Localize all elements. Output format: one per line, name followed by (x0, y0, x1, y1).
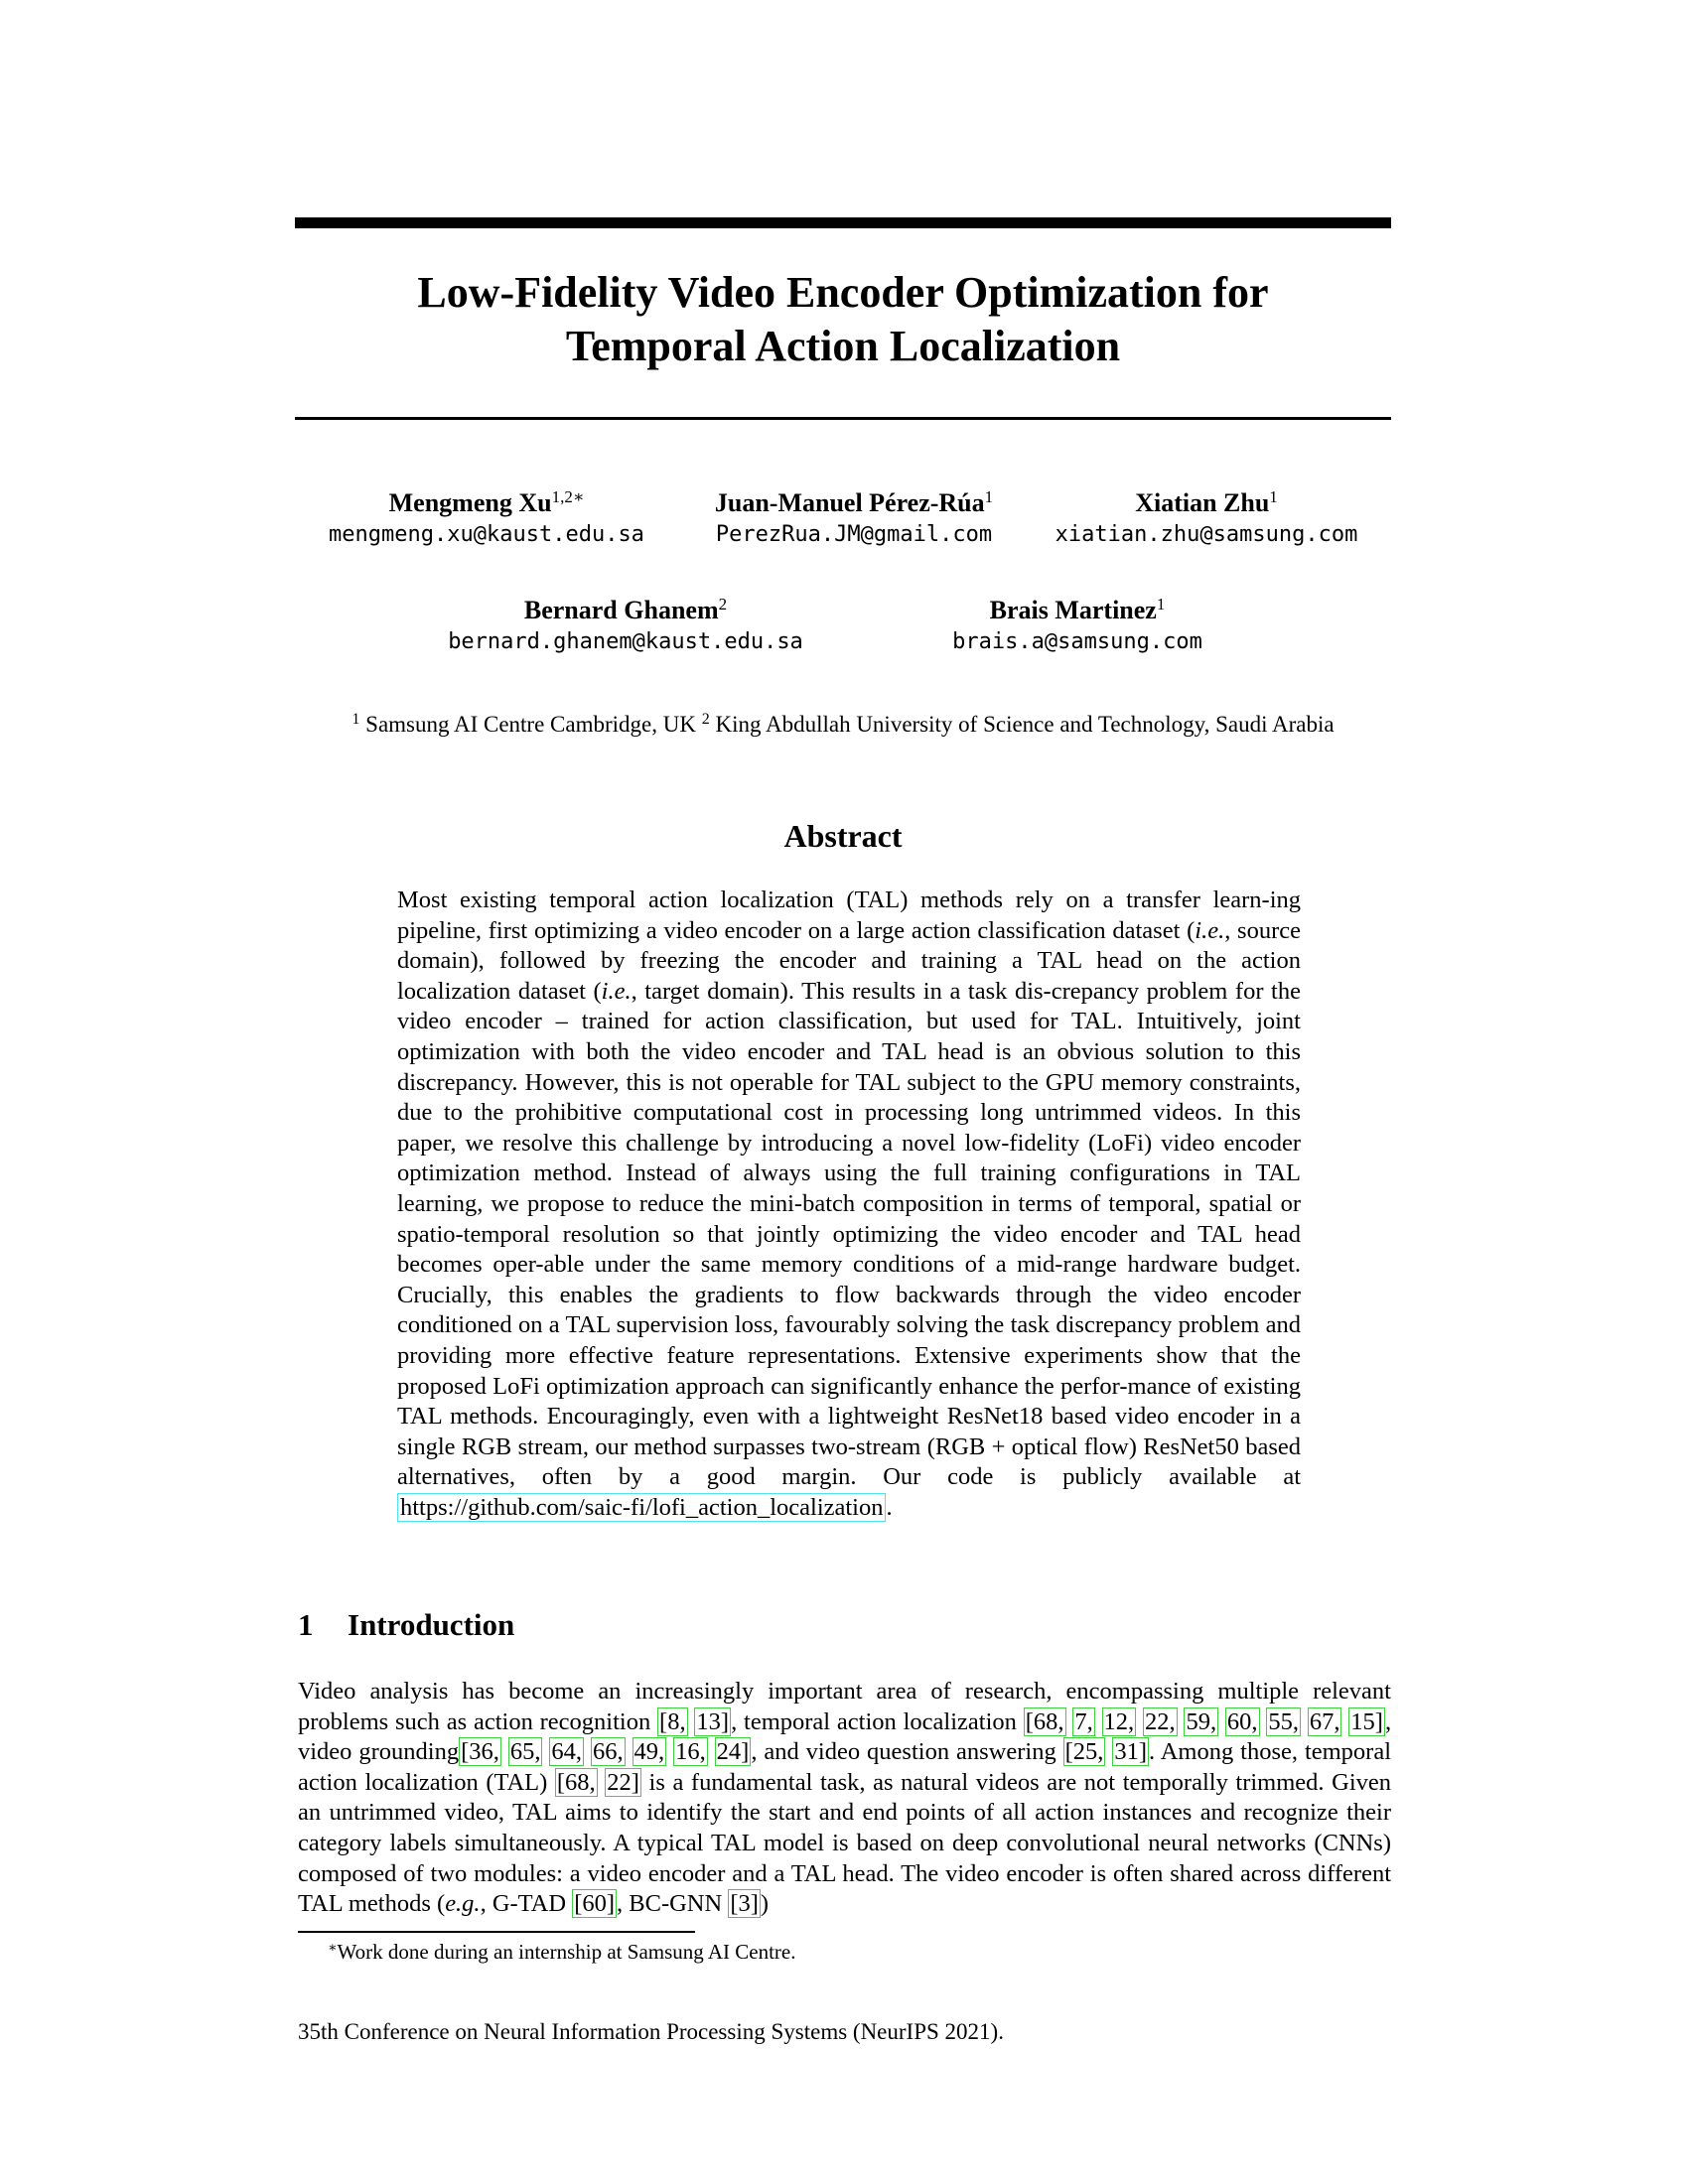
intro-text: , BC-GNN (617, 1890, 729, 1918)
abstract-text: , source domain), followed by freezing the encoder and training a TAL head on the action localization dataset ( (397, 916, 1301, 1005)
abstract-text: Most existing temporal action localization (TAL) methods rely on a transfer learn-ing pipeline, first optimizing a video encoder on a large action classification dataset ( (397, 887, 1301, 944)
abstract-heading: Abstract (783, 818, 903, 854)
affiliation-mark: 2 (701, 711, 710, 728)
author-name: Xiatian Zhu (1135, 488, 1270, 517)
citation-link[interactable]: [25, (1064, 1738, 1104, 1766)
citation-link[interactable]: [60] (574, 1890, 616, 1918)
author-email: mengmeng.xu@kaust.edu.sa (329, 522, 644, 547)
section-number: 1 (298, 1607, 314, 1642)
author-email: brais.a@samsung.com (952, 629, 1202, 654)
introduction-body (298, 1677, 1391, 1920)
citation-link[interactable]: 65, (509, 1738, 541, 1766)
citation-link[interactable]: 7, (1074, 1707, 1093, 1735)
citation-link[interactable]: [8, (659, 1707, 686, 1735)
citation-link[interactable]: 13] (696, 1707, 730, 1735)
author-affiliation-mark: 1 (1269, 487, 1278, 506)
citation-link[interactable]: 16, (675, 1738, 706, 1766)
title-line-2: Temporal Action Localization (565, 322, 1121, 370)
abstract-body (397, 886, 1301, 1523)
abstract-text: . (886, 1493, 893, 1521)
author-block (1033, 486, 1380, 550)
author-block (417, 594, 834, 657)
author-affiliation-mark: 1 (984, 487, 994, 506)
author-email: PerezRua.JM@gmail.com (715, 522, 993, 547)
author-name: Mengmeng Xu (388, 488, 552, 517)
citation-link[interactable]: 67, (1309, 1707, 1340, 1735)
abstract-text: , target domain). This results in a task dis-crepancy problem for the video encoder – trained for action classification, but used for TAL. Intuitively, joint optimization with both the video encoder and TAL head is an obvious solution to this discrepancy. However, this is not operable for TAL subject to the GPU memory constraints, due to the prohibitive computational cost in processing long untrimmed videos. In this paper, we resolve this challenge by introducing a novel low-fidelity (LoFi) video encoder optimization method. Instead of always using the full training configurations in TAL learning, we propose to reduce the mini-batch composition in terms of temporal, spatial or spatio-temporal resolution so that jointly optimizing the video encoder and TAL head becomes oper-able under the same memory conditions of a mid-range hardware budget. Crucially, this enables the gradients to flow backwards through the video encoder conditioned on a TAL supervision loss, favourably solving the task discrepancy problem and providing more effective feature representations. Extensive experiments show that the proposed LoFi optimization approach can significantly enhance the perfor-mance of existing TAL methods. Encouragingly, even with a lightweight ResNet18 based video encoder in a single RGB stream, our method surpasses two-stream (RGB + optical flow) ResNet50 based alternatives, often by a good margin. Our code is publicly available at (397, 977, 1301, 1491)
citation-link[interactable]: 12, (1103, 1707, 1135, 1735)
author-affiliation-mark: 1 (1156, 595, 1166, 614)
citation-link[interactable]: 22, (1145, 1707, 1176, 1735)
intro-text: , G-TAD (480, 1890, 573, 1918)
author-block (685, 486, 1023, 550)
citation-link[interactable]: [3] (730, 1890, 759, 1918)
affiliation-text: Samsung AI Centre Cambridge, UK (365, 712, 696, 737)
intro-text: Video analysis has become an increasingly important area of research, encompassing multiple relevant problems such as action recognition (298, 1678, 1391, 1735)
citation-link[interactable]: 60, (1226, 1707, 1258, 1735)
citation-link[interactable]: [68, (1025, 1707, 1064, 1735)
citation-link[interactable]: 15] (1350, 1707, 1383, 1735)
intro-text: , and video question answering (751, 1738, 1063, 1766)
citation-link[interactable]: 64, (551, 1738, 583, 1766)
citation-link[interactable]: 59, (1186, 1707, 1217, 1735)
section-heading (298, 1605, 514, 1645)
code-link[interactable]: https://github.com/saic-fi/lofi_action_localization (397, 1493, 886, 1522)
intro-text: , temporal action localization (731, 1707, 1024, 1735)
author-name: Juan-Manuel Pérez-Rúa (714, 488, 985, 517)
citation-link[interactable]: 24] (716, 1738, 750, 1766)
citation-link[interactable]: 66, (592, 1738, 624, 1766)
footnote (328, 1938, 796, 1966)
title-bottom-rule (295, 417, 1391, 420)
citation-link[interactable]: [68, (556, 1768, 596, 1796)
footnote-mark: ∗ (328, 1941, 338, 1956)
intro-text: ) (760, 1890, 770, 1918)
title-top-rule (295, 217, 1391, 228)
venue-line: 35th Conference on Neural Information Processing Systems (NeurIPS 2021). (298, 2019, 1004, 2044)
author-email: xiatian.zhu@samsung.com (1055, 522, 1358, 547)
citation-link[interactable]: 49, (633, 1738, 665, 1766)
affiliations (295, 710, 1391, 740)
author-name: Brais Martinez (989, 596, 1157, 624)
footnote-rule (298, 1931, 695, 1933)
intro-text: . Among those, temporal action localization (TAL) (298, 1738, 1392, 1796)
citation-link[interactable]: [36, (461, 1738, 499, 1766)
author-name: Bernard Ghanem (523, 596, 719, 624)
author-affiliation-mark: 2 (718, 595, 728, 614)
citation-link[interactable]: 31] (1114, 1738, 1148, 1766)
citation-link[interactable]: 22] (607, 1768, 639, 1796)
author-affiliation-mark: 1,2∗ (551, 487, 585, 506)
abstract-emphasis: i.e. (1195, 916, 1225, 944)
affiliation-text: King Abdullah University of Science and Technology, Saudi Arabia (715, 712, 1335, 737)
paper-title (295, 266, 1391, 373)
intro-emphasis: e.g. (445, 1890, 481, 1918)
intro-text: is a fundamental task, as natural videos are not temporally trimmed. Given an untrimmed video, TAL aims to identify the start and end points of all action instances and recognize their category labels simultaneously. A typical TAL model is based on deep convolutional neural networks (CNNs) composed of two modules: a video encoder and a TAL head. The video encoder is often shared across different TAL methods ( (298, 1768, 1392, 1918)
affiliation-mark: 1 (352, 711, 360, 728)
citation-link[interactable]: 55, (1268, 1707, 1299, 1735)
footnote-text: Work done during an internship at Samsung AI Centre. (337, 1940, 796, 1964)
author-block (298, 486, 675, 550)
title-line-1: Low-Fidelity Video Encoder Optimization for (417, 268, 1269, 317)
section-title: Introduction (348, 1607, 515, 1642)
author-block (914, 594, 1241, 657)
author-email: bernard.ghanem@kaust.edu.sa (448, 629, 803, 654)
abstract-emphasis: i.e. (601, 977, 632, 1005)
intro-text: , video grounding (298, 1707, 1392, 1766)
